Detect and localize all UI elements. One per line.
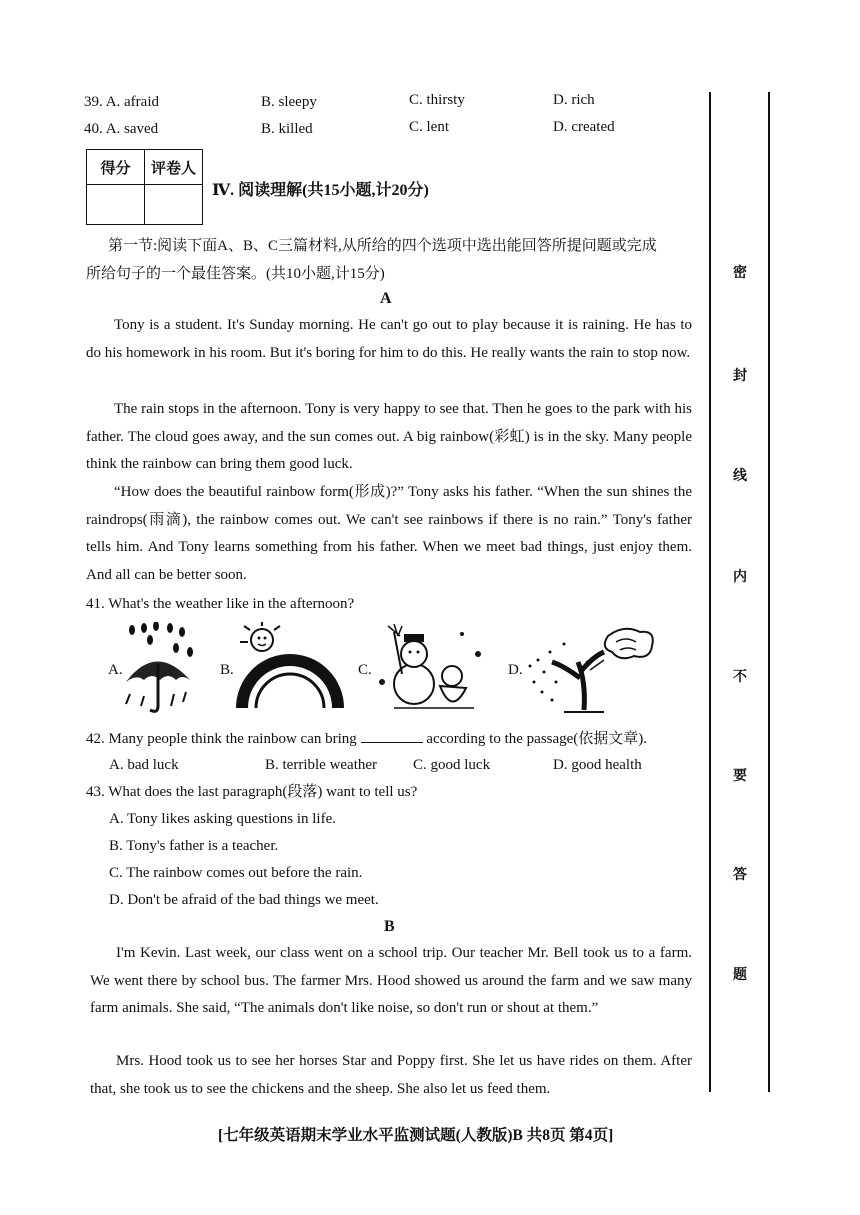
passage-a-para2: The rain stops in the afternoon. Tony is very happy to see that. Then he goes to the park with his father. The cloud goes away, and the sun comes out. A big rainbow(彩虹) is in the sky. Many people think the rainbow can bring them good luck. (86, 401, 692, 472)
q40-option-b[interactable]: B. killed (261, 121, 313, 137)
seal-char-2: 封 (733, 369, 747, 384)
passage-b-para2: Mrs. Hood took us to see her horses Star and Poppy first. She let us have rides on them. After that, she took us to see the chickens and the sheep. She also let us feed them. (90, 1053, 692, 1097)
seal-char-4: 内 (733, 570, 747, 585)
rainbow-sun-icon (234, 622, 344, 712)
passage-b-para1: I'm Kevin. Last week, our class went on a school trip. Our teacher Mr. Bell took us to a farm. We went there by school bus. The farmer Mrs. Hood showed us around the farm and we saw many farm animals. She said, “The animals don't like noise, so don't run or shout at them.” (90, 945, 692, 1016)
q42-option-a[interactable]: A. bad luck (109, 757, 179, 773)
score-label: 得分 (87, 150, 145, 185)
grader-label: 评卷人 (145, 150, 203, 185)
part1-line2: 所给句子的一个最佳答案。(共10小题,计15分) (86, 266, 385, 282)
q39-option-a[interactable]: A. afraid (105, 94, 159, 110)
seal-char-1: 密 (733, 266, 747, 281)
seal-char-7: 答 (733, 868, 747, 883)
q43-option-a[interactable]: A. Tony likes asking questions in life. (109, 811, 336, 827)
q39-option-b[interactable]: B. sleepy (261, 94, 317, 110)
q43-stem: 43. What does the last paragraph(段落) want to tell us? (86, 784, 418, 800)
q41-option-c[interactable]: C. (358, 662, 372, 678)
score-field[interactable] (87, 185, 145, 225)
binding-line-right (768, 92, 770, 1092)
q40-option-a[interactable]: A. saved (105, 121, 159, 137)
part1-line1: 第一节:阅读下面A、B、C三篇材料,从所给的四个选项中选出能回答所提问题或完成 (108, 238, 657, 254)
passage-a-para1: Tony is a student. It's Sunday morning. He can't go out to play because it is raining. He has to do his homework in his room. But it's boring for him to do this. He really wants the rain to stop now. (86, 317, 692, 361)
rain-umbrella-icon (120, 622, 200, 718)
windy-tree-icon (524, 622, 656, 716)
q42-stem-pre: 42. Many people think the rainbow can bring (86, 731, 357, 747)
q40-number: 40. A. saved (84, 121, 159, 137)
q41-option-d[interactable]: D. (508, 662, 523, 678)
q39-number: 39. A. afraid (84, 94, 159, 110)
q40-option-c[interactable]: C. lent (409, 119, 449, 135)
q43-option-b[interactable]: B. Tony's father is a teacher. (109, 838, 279, 854)
seal-char-8: 题 (733, 968, 747, 983)
q42-stem (86, 728, 647, 749)
q41-option-b[interactable]: B. (220, 662, 234, 678)
snowman-icon (374, 624, 486, 716)
grader-field[interactable] (145, 185, 203, 225)
section-title: Ⅳ. 阅读理解(共15小题,计20分) (212, 182, 429, 199)
q43-option-d[interactable]: D. Don't be afraid of the bad things we meet. (109, 892, 379, 908)
q42-option-b[interactable]: B. terrible weather (265, 757, 378, 773)
q41-option-a[interactable]: A. (108, 662, 123, 678)
q39-option-d[interactable]: D. rich (553, 92, 595, 108)
q41-stem: 41. What's the weather like in the afternoon? (86, 596, 355, 612)
binding-line-left (709, 92, 711, 1092)
part1-instructions (86, 232, 692, 288)
seal-char-5: 不 (733, 670, 747, 685)
q42-option-c[interactable]: C. good luck (413, 757, 491, 773)
q40-option-d[interactable]: D. created (553, 119, 615, 135)
passage-a-para3: “How does the beautiful rainbow form(形成)?” Tony asks his father. “When the sun shines the raindrops(雨滴), the rainbow comes out. We can't see rainbows if there is no rain.” Tony's father tells him. And Tony learns something from his father. When we meet bad things, just enjoy them. And all can be better soon. (86, 484, 692, 583)
seal-char-6: 要 (733, 769, 747, 784)
q43-option-c[interactable]: C. The rainbow comes out before the rain. (109, 865, 363, 881)
seal-char-3: 线 (733, 469, 747, 484)
passage-b-heading: B (384, 918, 395, 935)
score-box (86, 149, 203, 225)
page-footer: [七年级英语期末学业水平监测试题(人教版)B 共8页 第4页] (218, 1127, 614, 1144)
passage-a-heading: A (380, 290, 392, 307)
q42-answer-blank[interactable] (361, 728, 423, 743)
q42-stem-post: according to the passage(依据文章). (426, 731, 648, 747)
q42-option-d[interactable]: D. good health (553, 757, 642, 773)
q39-option-c[interactable]: C. thirsty (409, 92, 465, 108)
